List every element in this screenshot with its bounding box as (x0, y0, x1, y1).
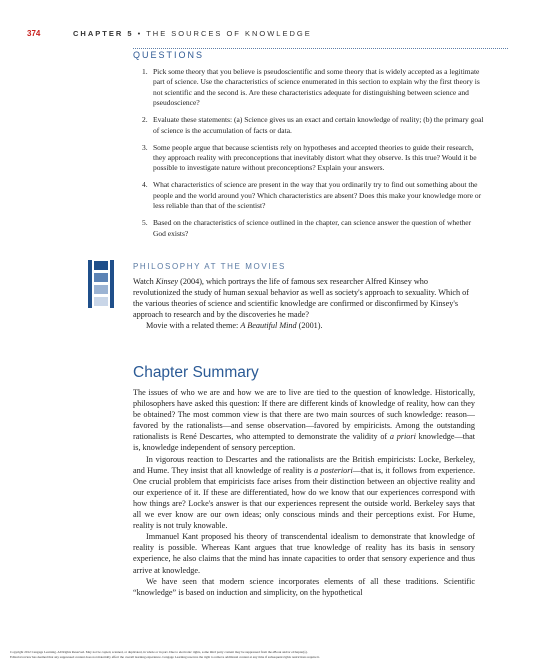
summary-paragraph: We have seen that modern science incorporates elements of all these traditions. Scientific “knowledge” is based on induction and simplicity, on the hypothetical (133, 576, 475, 597)
question-number: 5. (142, 218, 148, 228)
summary-paragraph (133, 454, 475, 532)
question-text: What characteristics of science are present in the way that you ordinarily try to find out something about the people and the world around you? Which characteristics are absent? Does this make your knowledge more or less reliable than that of the scientist? (153, 180, 482, 211)
title-separator: • (137, 29, 143, 38)
movies-heading: PHILOSOPHY AT THE MOVIES (133, 262, 286, 271)
summary-p2a: In vigorous reaction to Descartes and the rationalists are the British empiricists: Locke, Berkeley, and Hume. They insist that all knowledge of reality is (133, 454, 475, 475)
question-text: Evaluate these statements: (a) Science gives us an exact and certain knowledge of reality; (b) the primary goal of science is the accumulation of facts or data. (153, 115, 484, 135)
question-item (142, 218, 484, 239)
related-prefix: Movie with a related theme: (146, 321, 241, 331)
film-title: Kinsey (155, 277, 179, 286)
related-year: (2001). (296, 321, 323, 331)
page-number: 374 (27, 29, 41, 38)
questions-heading: QUESTIONS (133, 50, 205, 60)
summary-p2b: —that is, it follows from experience. One crucial problem that empiricists face arises from their distinction between an objective reality and our experience of it. If these are differentiated, how do we know that our experiences correspond with how things are? Locke's answer is that our experiences represent the outside world. Berkeley says that all we ever know are our own ideas; only conscious minds and their perceptions exist. For Hume, reality is not truly knowable. (133, 465, 475, 531)
question-item (142, 67, 484, 109)
question-item (142, 180, 484, 211)
copyright-footer (10, 650, 527, 659)
chapter-title (73, 29, 312, 38)
questions-list (142, 67, 484, 246)
film-strip-icon (88, 260, 114, 308)
question-number: 2. (142, 115, 148, 125)
question-item (142, 115, 484, 136)
related-movie (133, 320, 475, 331)
summary-paragraph: Immanuel Kant proposed his theory of transcendental idealism to demonstrate that knowledge of reality is possible. Whereas Kant argues that true knowledge of reality has its basis in sensory experience, he also claims that the mind has innate capacities to order that sensory experience and thus arrive at knowledge. (133, 532, 475, 575)
question-number: 4. (142, 180, 148, 190)
questions-rule (133, 48, 508, 49)
summary-p1b: knowledge—that is, knowledge independent of sensory perception. (133, 432, 475, 453)
footer-line: Copyright 2012 Cengage Learning. All Rights Reserved. May not be copied, scanned, or duplicated, in whole or in part. Due to electronic rights, some third party content may be suppressed from the eBook and/or eChapter(s). (10, 650, 308, 654)
summary-p2-em: a posteriori (313, 465, 353, 475)
question-number: 1. (142, 67, 148, 76)
summary-paragraph (133, 387, 475, 454)
summary-title: Chapter Summary (133, 364, 259, 381)
question-number: 3. (142, 142, 148, 152)
question-text: Pick some theory that you believe is pseudoscientific and some theory that is widely accepted as a legitimate part of science. Use the characteristics of science enumerated in this section to explain why the first theory is not scientific and the second is. Are these characteristics adequate for distinguishing between science and pseudoscience? (153, 67, 480, 108)
chapter-label: CHAPTER 5 (73, 29, 134, 38)
movies-paragraph (133, 276, 475, 320)
movies-body: (2004), which portrays the life of famous sex researcher Alfred Kinsey who revolutionized the study of human sexual behavior as well as society's approach to sexuality. Which of the various theories of science and scientific knowledge are confirmed or disconfirmed by Kinsey's approach to research and by the discoveries he made? (133, 277, 469, 320)
question-text: Some people argue that because scientists rely on hypotheses and accepted theories to guide their research, they approach reality with preconceptions that inevitably distort what they observe. Is this true? Would it be possible to investigate nature without preconceptions? Explain your answers. (153, 142, 477, 173)
related-title: A Beautiful Mind (240, 321, 297, 331)
movies-text (133, 276, 475, 331)
chapter-name: THE SOURCES OF KNOWLEDGE (146, 29, 312, 38)
question-text: Based on the characteristics of science outlined in the chapter, can science answer the question of whether God exists? (153, 218, 472, 238)
summary-text (133, 387, 475, 598)
running-head (27, 29, 527, 45)
question-item (142, 143, 484, 174)
footer-line: Editorial review has deemed that any suppressed content does not materially affect the overall learning experience. Cengage Learning reserves the right to remove additional content at any time if subsequent rights restrictions require it. (10, 654, 321, 659)
summary-p1-em: a priori (389, 432, 416, 442)
movies-watch: Watch (133, 277, 156, 286)
summary-p1a: The issues of who we are and how we are to live are tied to the question of knowledge. Historically, philosophers have asked this question: If there are different kinds of knowledge of reality, how can they be obtained? The most common view is that there are two main sources of such knowledge: reason—favored by the rationalists—and sense observation—favored by empiricists. Among the outstanding rationalists is René Descartes, who attempted to demonstrate the validity of (133, 388, 475, 442)
